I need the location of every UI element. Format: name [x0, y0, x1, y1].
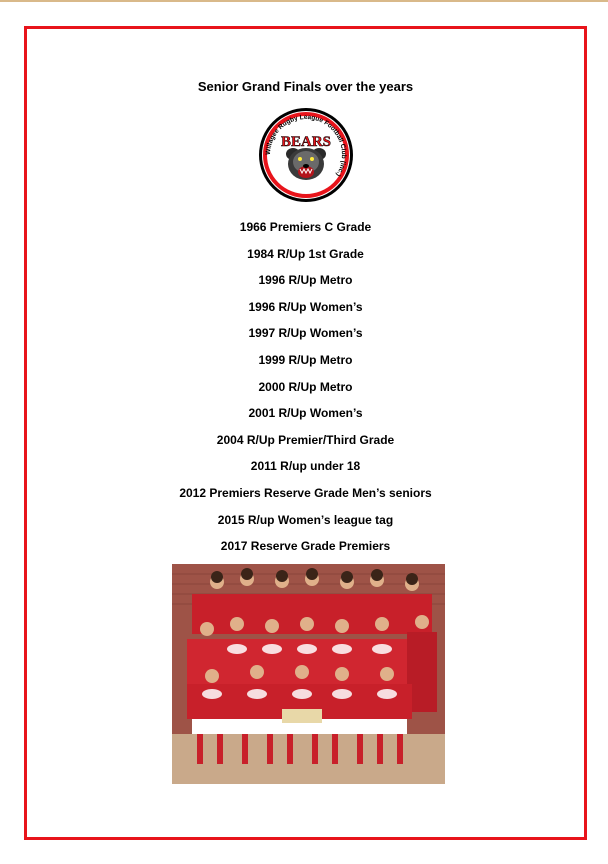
list-item: 2000 R/Up Metro: [258, 379, 353, 394]
list-item: 2015 R/up Women’s league tag: [217, 512, 394, 527]
logo-wordmark: BEARS: [280, 134, 332, 150]
list-item: 2017 Reserve Grade Premiers: [220, 539, 391, 554]
list-item: 2004 R/Up Premier/Third Grade: [216, 432, 395, 447]
top-rule: [0, 0, 608, 2]
bear-logo-icon: [257, 106, 355, 204]
team-photo-image: [172, 564, 445, 784]
list-item: 1999 R/Up Metro: [258, 352, 353, 367]
finals-list: [27, 219, 584, 565]
club-logo: [257, 106, 355, 204]
list-item: 2012 Premiers Reserve Grade Men’s seniors: [179, 485, 432, 500]
list-item: 1966 Premiers C Grade: [239, 220, 372, 234]
list-item: 2001 R/Up Women’s: [248, 406, 363, 421]
list-item: 1997 R/Up Women’s: [248, 326, 363, 341]
page-title: Senior Grand Finals over the years: [197, 79, 414, 94]
content-frame: [24, 26, 587, 840]
list-item: 1996 R/Up Women’s: [248, 299, 363, 314]
team-photo: [172, 564, 445, 784]
list-item: 2011 R/up under 18: [250, 459, 361, 474]
logo-ring-text: Willagee Rugby League Football Club (inc.): [264, 113, 348, 178]
list-item: 1996 R/Up Metro: [258, 273, 353, 288]
list-item: 1984 R/Up 1st Grade: [247, 246, 364, 261]
